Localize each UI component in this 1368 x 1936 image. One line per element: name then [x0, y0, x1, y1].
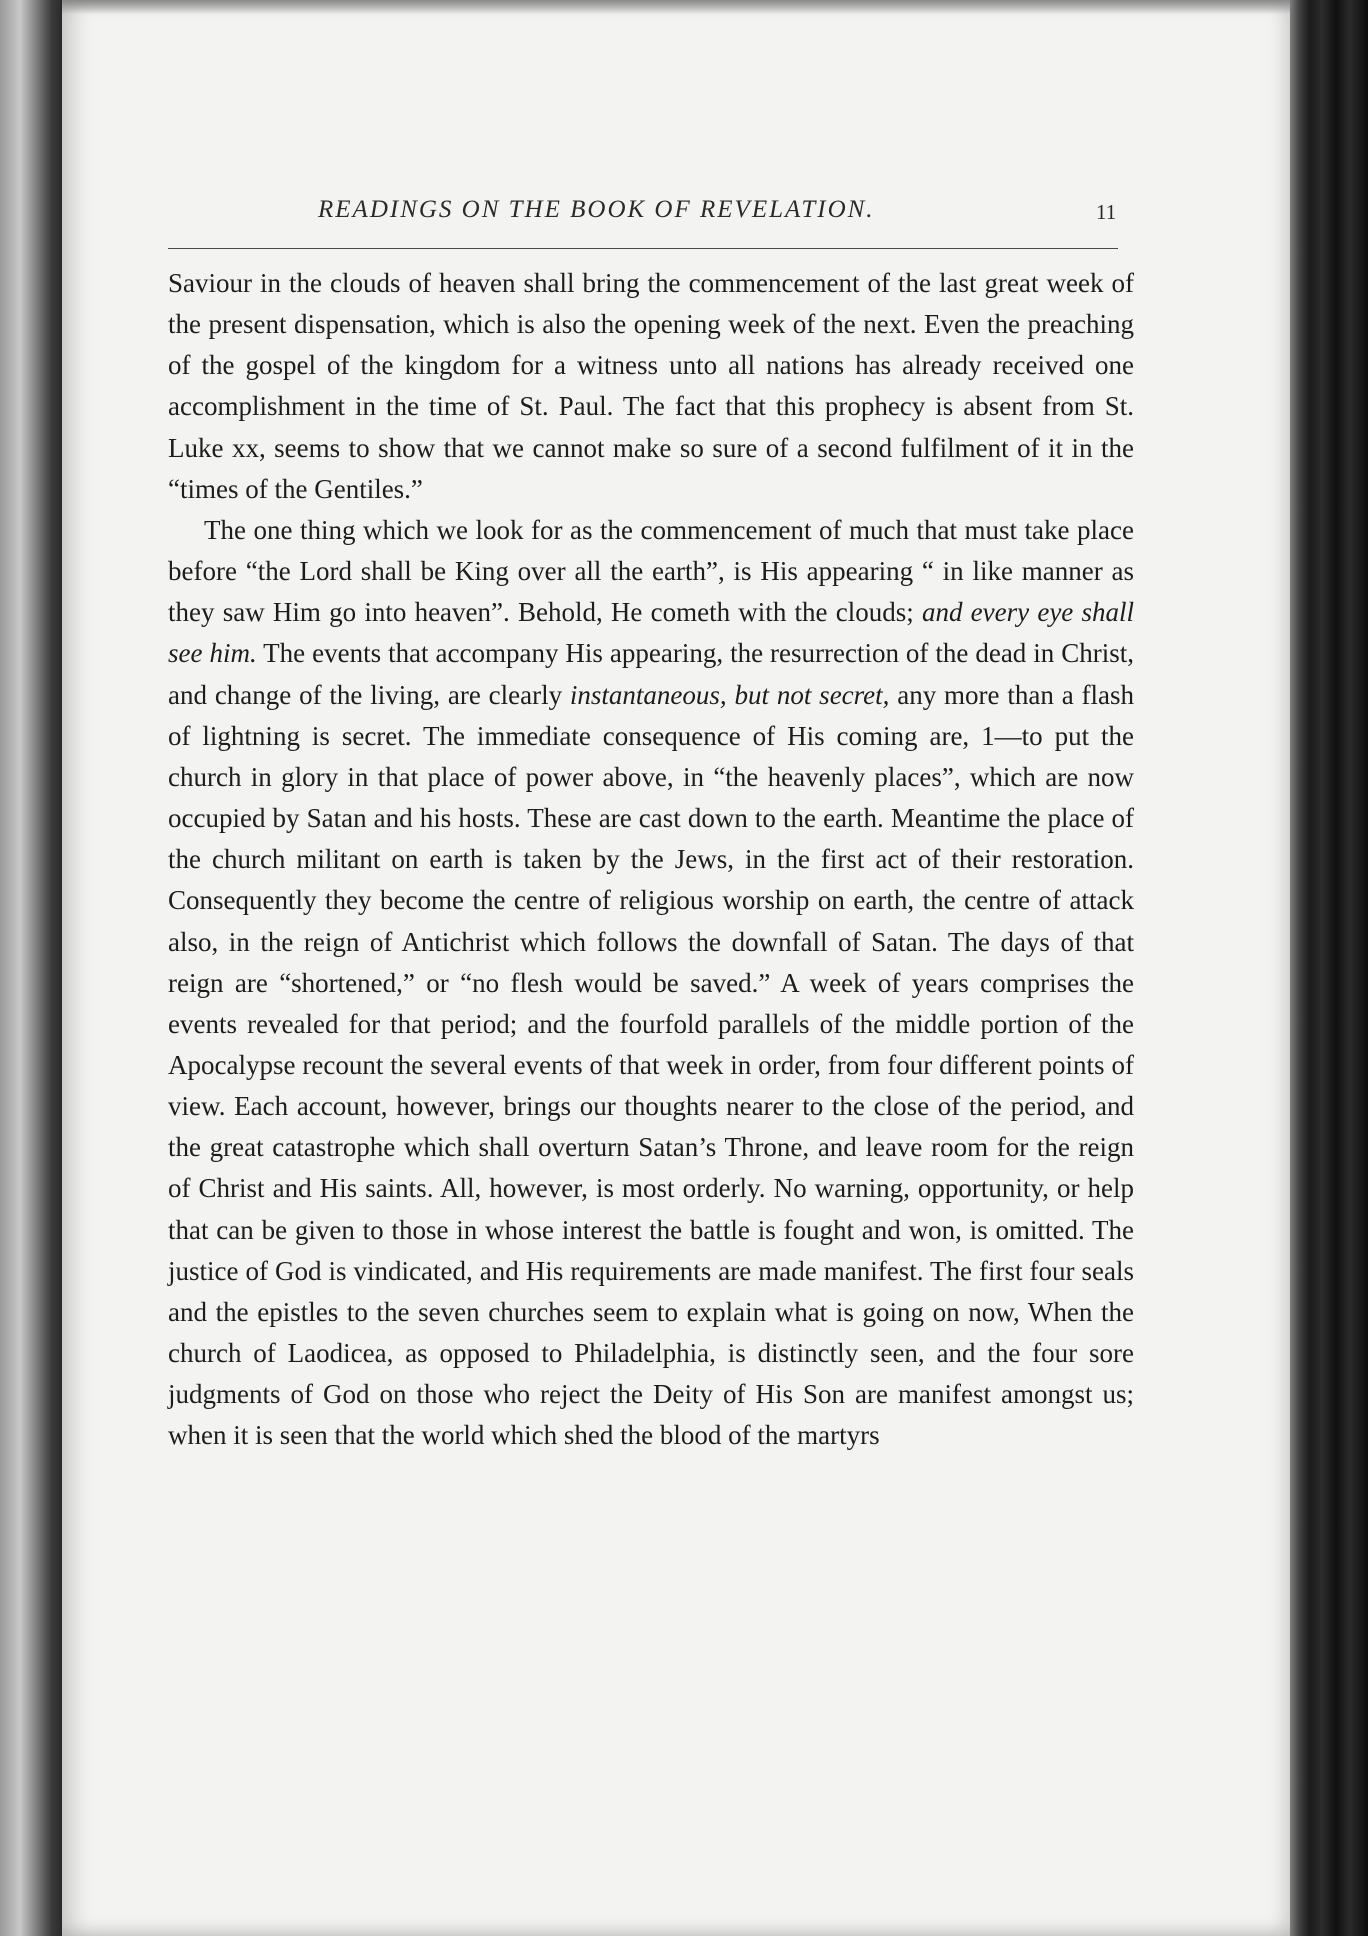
- italic-text-run: instantaneous, but not secret,: [569, 679, 890, 710]
- text-run: Saviour in the clouds of heaven shall bring the commencement of the last great week of the present dispensation, which is also the opening week of the next. Even the preaching of the gospel of the kingdom for a witness unto all nations has already received one accomplishment in the time of St. Paul. The fact that this prophecy is absent from St. Luke xx, seems to show that we cannot make so sure of a second fulfilment of it in the “times of the Gentiles.”: [168, 268, 1134, 504]
- italic-text-run: and every eye shall see him.: [168, 597, 1135, 669]
- paragraph-2: [168, 510, 1134, 1457]
- page-number: 11: [1096, 200, 1117, 224]
- right-book-binding: [1290, 0, 1368, 1936]
- body-text: [168, 263, 1134, 1457]
- paragraph-1: [168, 263, 1134, 510]
- header-rule: [168, 248, 1118, 249]
- page-top-shadow: [62, 0, 1294, 14]
- text-run: The one thing which we look for as the commencement of much that must take place before “the Lord shall be King over all the earth”, is His appearing “ in like manner as they saw Him go into heaven”. Behold, He cometh with the clouds;: [168, 514, 1134, 628]
- text-run: The events that accompany His appearing, the resurrection of the dead in Christ, and change of the living, are clearly: [168, 638, 1135, 710]
- left-page-edge: [0, 0, 70, 1936]
- text-run: any more than a flash of lightning is secret. The immediate consequence of His coming are, 1—to put the church in glory in that place of power above, in “the heavenly places”, which are now occupied by Satan and his hosts. These are cast down to the earth. Meantime the place of the church militant on earth is taken by the Jews, in the first act of their restoration. Consequently they become the centre of religious worship on earth, the centre of attack also, in the reign of Antichrist which follows the downfall of Satan. The days of that reign are “shortened,” or “no flesh would be saved.” A week of years comprises the events revealed for that period; and the fourfold parallels of the middle portion of the Apocalypse recount the several events of that week in order, from four different points of view. Each account, however, brings our thoughts nearer to the close of the period, and the great catastrophe which shall overturn Satan’s Throne, and leave room for the reign of Christ and His saints. All, however, is most orderly. No warning, opportunity, or help that can be given to those in whose interest the battle is fought and won, is omitted. The justice of God is vindicated, and His requirements are made manifest. The first four seals and the epistles to the seven churches seem to explain what is going on now, When the church of Laodicea, as opposed to Philadelphia, is distinctly seen, and the four sore judgments of God on those who reject the Deity of His Son are manifest amongst us; when it is seen that the world which shed the blood of the martyrs: [168, 679, 1134, 1451]
- running-title: READINGS ON THE BOOK OF REVELATION.: [318, 196, 875, 223]
